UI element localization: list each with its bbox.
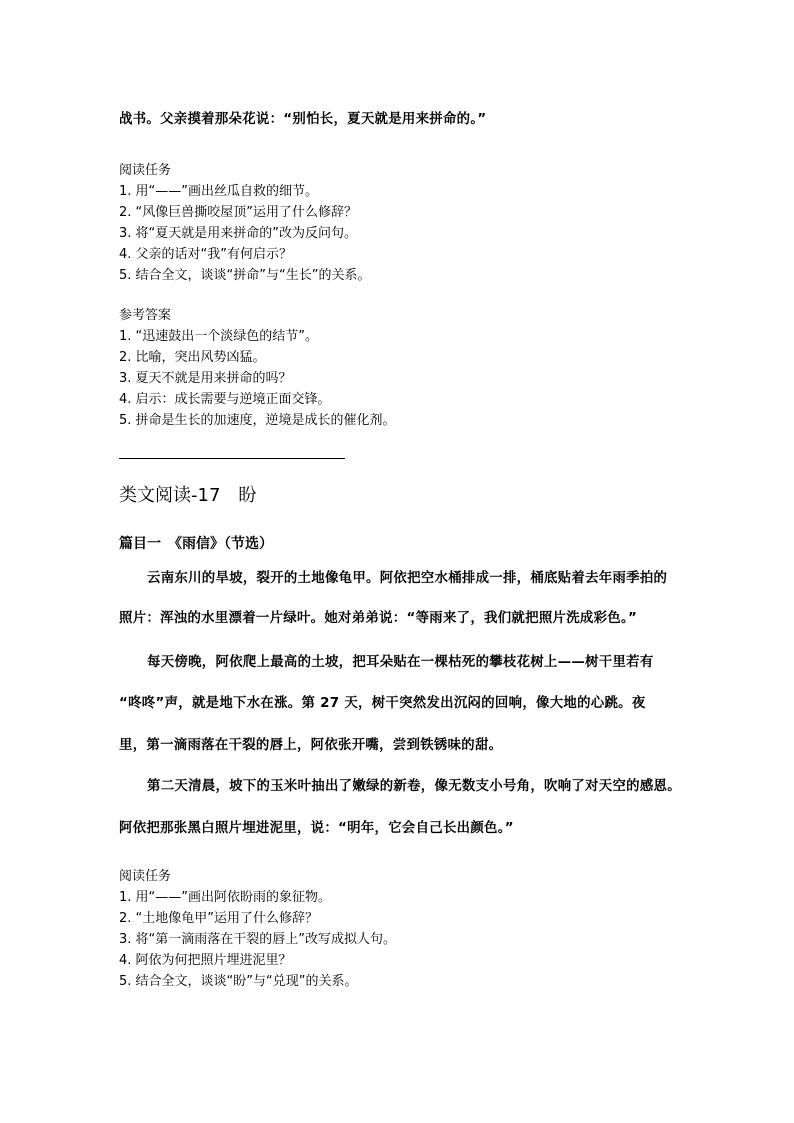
previous-reading-tasks	[119, 160, 370, 286]
task-item: 5. 结合全文，谈谈“拼命”与“生长”的关系。	[119, 268, 371, 283]
article-title: 篇目一 《雨信》（节选）	[119, 536, 273, 552]
paragraph-line: 每天傍晚，阿依爬上最高的土坡，把耳朵贴在一棵枯死的攀枝花树上——树干里若有	[147, 655, 654, 670]
paragraph-line: “咚咚”声，就是地下水在涨。第 27 天，树干突然发出沉闷的回响，像大地的心跳。夜	[119, 696, 646, 711]
task-item: 4. 阿依为何把照片埋进泥里？	[119, 953, 292, 968]
answer-item: 2. 比喻，突出风势凶猛。	[119, 350, 266, 365]
reading-tasks	[119, 866, 396, 992]
task-item: 1. 用“——”画出阿依盼雨的象征物。	[119, 890, 332, 905]
section-divider	[119, 458, 345, 459]
reading-tasks-heading: 阅读任务	[119, 869, 172, 884]
task-item: 2. “土地像龟甲”运用了什么修辞？	[119, 911, 319, 926]
answer-item: 3. 夏天不就是用来拼命的吗？	[119, 371, 292, 386]
paragraph-line: 云南东川的旱坡，裂开的土地像龟甲。阿依把空水桶排成一排，桶底贴着去年雨季拍的	[147, 571, 668, 586]
answer-item: 5. 拼命是生长的加速度，逆境是成长的催化剂。	[119, 413, 396, 428]
task-item: 2. “风像巨兽撕咬屋顶”运用了什么修辞？	[119, 205, 358, 220]
task-item: 3. 将“夏天就是用来拼命的”改为反问句。	[119, 226, 358, 241]
answers-heading: 参考答案	[119, 308, 172, 323]
reference-answers	[119, 305, 396, 431]
task-item: 5. 结合全文，谈谈“盼”与“兑现”的关系。	[119, 974, 358, 989]
task-item: 3. 将“第一滴雨落在干裂的唇上”改写成拟人句。	[119, 932, 397, 947]
task-item: 1. 用“——”画出丝瓜自救的细节。	[119, 184, 319, 199]
answer-item: 4. 启示：成长需要与逆境正面交锋。	[119, 392, 331, 407]
reading-tasks-heading: 阅读任务	[119, 163, 172, 178]
paragraph-line: 阿依把那张黑白照片埋进泥里，说：“明年，它会自己长出颜色。”	[119, 821, 514, 836]
answer-item: 1. “迅速鼓出一个淡绿色的结节”。	[119, 329, 319, 344]
paragraph-line: 里，第一滴雨落在干裂的唇上，阿依张开嘴，尝到铁锈味的甜。	[119, 738, 503, 753]
paragraph-line: 照片：浑浊的水里漂着一片绿叶。她对弟弟说：“等雨来了，我们就把照片洗成彩色。”	[119, 611, 638, 626]
task-item: 4. 父亲的话对“我”有何启示？	[119, 247, 293, 262]
paragraph-line: 第二天清晨，坡下的玉米叶抽出了嫩绿的新卷，像无数支小号角，吹响了对天空的感恩。	[147, 779, 681, 794]
previous-text-tail: 战书。父亲摸着那朵花说：“别怕长，夏天就是用来拼命的。”	[119, 112, 487, 127]
section-title: 类文阅读-17 盼	[119, 485, 257, 506]
